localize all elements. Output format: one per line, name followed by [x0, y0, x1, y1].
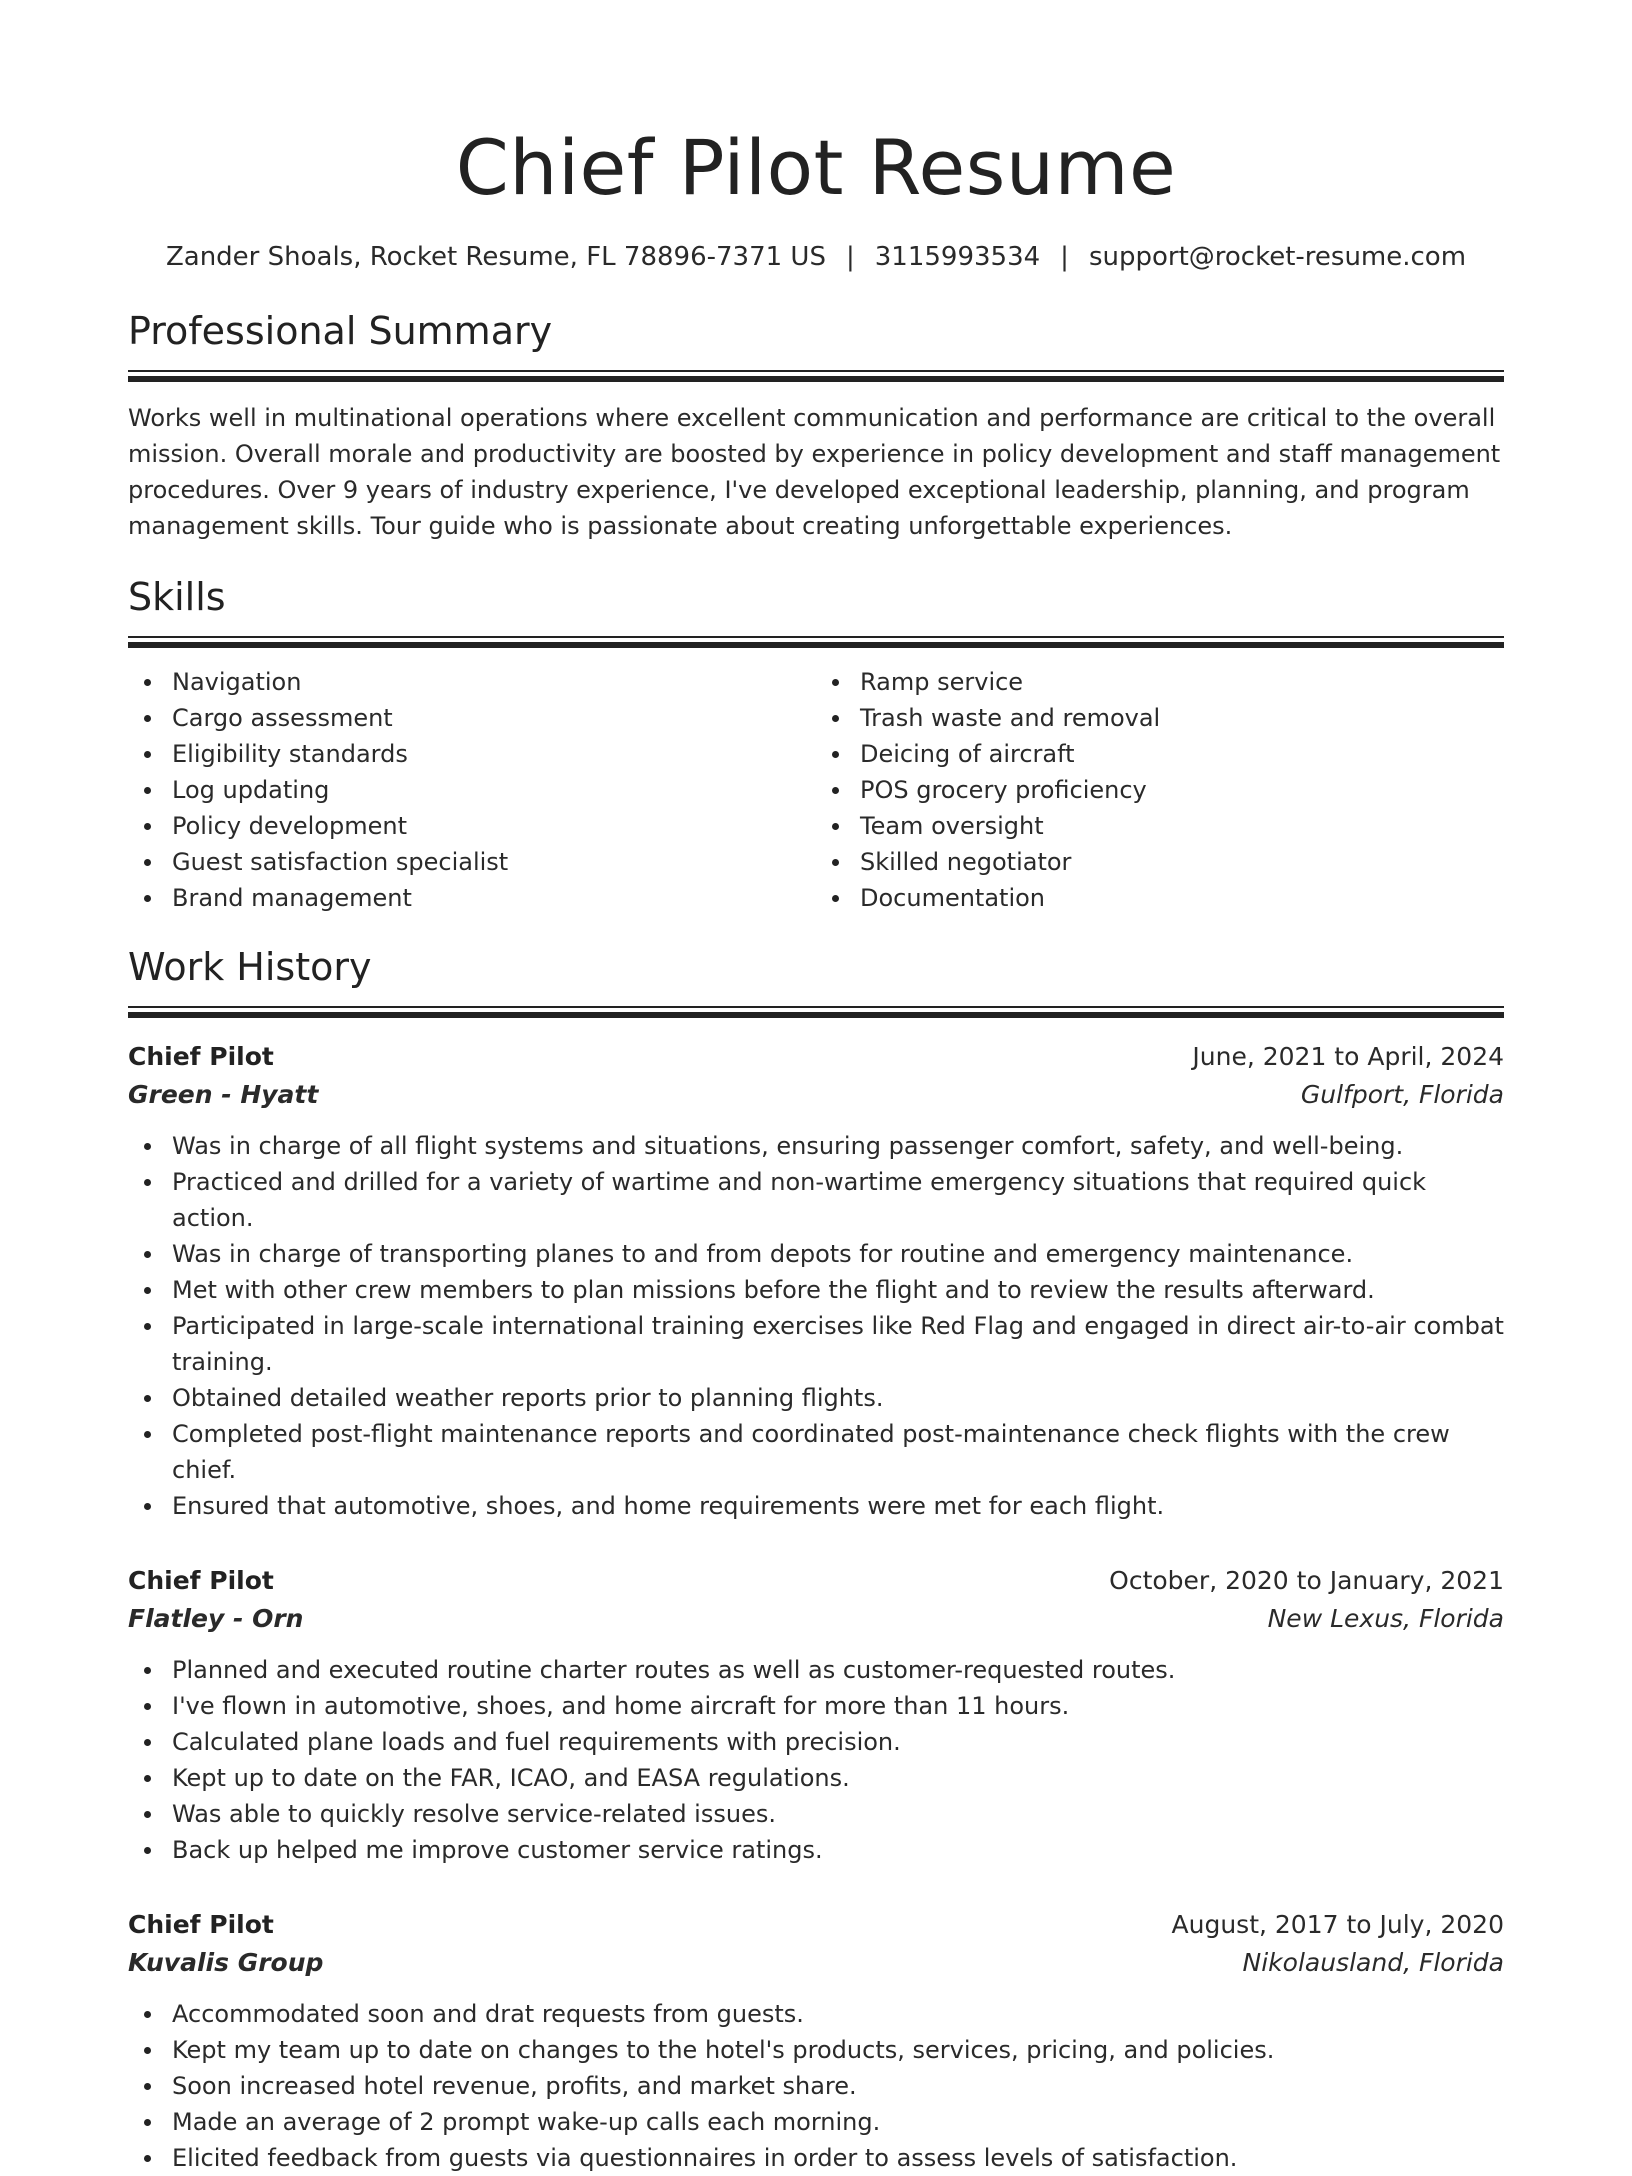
job-bullet: I've flown in automotive, shoes, and home aircraft for more than 11 hours.	[172, 1688, 1504, 1724]
job-bullet: Elicited feedback from guests via questionnaires in order to assess levels of satisfaction.	[172, 2140, 1504, 2176]
job-company-row	[128, 1944, 1504, 1982]
contact-email: support@rocket-resume.com	[1088, 242, 1467, 272]
job-location: Gulfport, Florida	[1300, 1080, 1504, 1109]
professional-summary-section	[128, 308, 1504, 544]
contact-phone: 3115993534	[874, 242, 1041, 272]
job-location: Nikolausland, Florida	[1242, 1948, 1504, 1977]
job-bullet: Completed post-flight maintenance reports and coordinated post-maintenance check flights with the crew chief.	[172, 1416, 1504, 1488]
work-history-section	[128, 944, 1504, 2176]
contact-separator: |	[845, 242, 855, 272]
job-bullet: Kept my team up to date on changes to the hotel's products, services, pricing, and policies.	[172, 2032, 1504, 2068]
skill-item: Brand management	[172, 880, 816, 916]
job-entry	[128, 1906, 1504, 2176]
job-bullet: Was able to quickly resolve service-related issues.	[172, 1796, 1504, 1832]
job-bullet: Obtained detailed weather reports prior to planning flights.	[172, 1380, 1504, 1416]
skill-item: Ramp service	[860, 664, 1504, 700]
job-dates: August, 2017 to July, 2020	[1171, 1910, 1504, 1939]
job-bullet: Soon increased hotel revenue, profits, and market share.	[172, 2068, 1504, 2104]
job-bullet: Participated in large-scale international training exercises like Red Flag and engaged in direct air-to-air combat training.	[172, 1308, 1504, 1380]
contact-address: Zander Shoals, Rocket Resume, FL 78896-7371 US	[165, 242, 826, 272]
job-company: Green - Hyatt	[128, 1080, 319, 1109]
resume-title: Chief Pilot Resume	[455, 123, 1177, 212]
skills-column-right	[816, 664, 1504, 916]
skill-item: Documentation	[860, 880, 1504, 916]
job-entry	[128, 1038, 1504, 1524]
skill-item: Team oversight	[860, 808, 1504, 844]
contact-line	[128, 240, 1504, 274]
skill-item: Deicing of aircraft	[860, 736, 1504, 772]
section-heading-skills: Skills	[128, 575, 226, 619]
job-bullet: Planned and executed routine charter routes as well as customer-requested routes.	[172, 1652, 1504, 1688]
job-company: Flatley - Orn	[128, 1604, 304, 1633]
section-divider	[128, 636, 1504, 648]
job-title: Chief Pilot	[128, 1042, 274, 1071]
skill-item: Navigation	[172, 664, 816, 700]
job-bullet: Was in charge of all flight systems and situations, ensuring passenger comfort, safety, and well-being.	[172, 1128, 1504, 1164]
job-company-row	[128, 1600, 1504, 1638]
section-heading-work-history: Work History	[128, 945, 372, 989]
skill-item: Guest satisfaction specialist	[172, 844, 816, 880]
job-bullet: Practiced and drilled for a variety of wartime and non-wartime emergency situations that required quick action.	[172, 1164, 1504, 1236]
skills-grid	[128, 664, 1504, 916]
skill-item: Cargo assessment	[172, 700, 816, 736]
resume-page	[128, 0, 1504, 2176]
skills-section	[128, 574, 1504, 916]
job-title: Chief Pilot	[128, 1566, 274, 1595]
job-bullet: Was in charge of transporting planes to and from depots for routine and emergency maintenance.	[172, 1236, 1504, 1272]
job-header-row	[128, 1562, 1504, 1600]
job-bullet: Made an average of 2 prompt wake-up calls each morning.	[172, 2104, 1504, 2140]
section-divider	[128, 370, 1504, 382]
job-title: Chief Pilot	[128, 1910, 274, 1939]
job-company-row	[128, 1076, 1504, 1114]
skill-item: Skilled negotiator	[860, 844, 1504, 880]
job-bullet: Calculated plane loads and fuel requirements with precision.	[172, 1724, 1504, 1760]
skill-item: Trash waste and removal	[860, 700, 1504, 736]
job-bullet: Back up helped me improve customer service ratings.	[172, 1832, 1504, 1868]
contact-separator: |	[1060, 242, 1069, 272]
job-bullet-list	[128, 1652, 1504, 1868]
job-bullet: Kept up to date on the FAR, ICAO, and EASA regulations.	[172, 1760, 1504, 1796]
job-header-row	[128, 1038, 1504, 1076]
skill-item: Eligibility standards	[172, 736, 816, 772]
job-company: Kuvalis Group	[128, 1948, 324, 1977]
job-bullet: Met with other crew members to plan missions before the flight and to review the results afterward.	[172, 1272, 1504, 1308]
job-bullet: Ensured that automotive, shoes, and home requirements were met for each flight.	[172, 1488, 1504, 1524]
skill-item: Log updating	[172, 772, 816, 808]
section-heading-summary: Professional Summary	[128, 309, 553, 353]
section-divider	[128, 1006, 1504, 1018]
job-dates: June, 2021 to April, 2024	[1192, 1042, 1504, 1071]
skill-item: Policy development	[172, 808, 816, 844]
skill-item: POS grocery proficiency	[860, 772, 1504, 808]
job-header-row	[128, 1906, 1504, 1944]
job-bullet: Accommodated soon and drat requests from guests.	[172, 1996, 1504, 2032]
job-bullet-list	[128, 1128, 1504, 1524]
job-location: New Lexus, Florida	[1267, 1604, 1504, 1633]
summary-text: Works well in multinational operations where excellent communication and performance are critical to the overall mission. Overall morale and productivity are boosted by experience in policy development and staff management procedures. Over 9 years of industry experience, I've developed exceptional leadership, planning, and program management skills. Tour guide who is passionate about creating unforgettable experiences.	[128, 404, 1501, 540]
job-bullet-list	[128, 1996, 1504, 2176]
skills-column-left	[128, 664, 816, 916]
job-entry	[128, 1562, 1504, 1868]
job-dates: October, 2020 to January, 2021	[1109, 1566, 1504, 1595]
